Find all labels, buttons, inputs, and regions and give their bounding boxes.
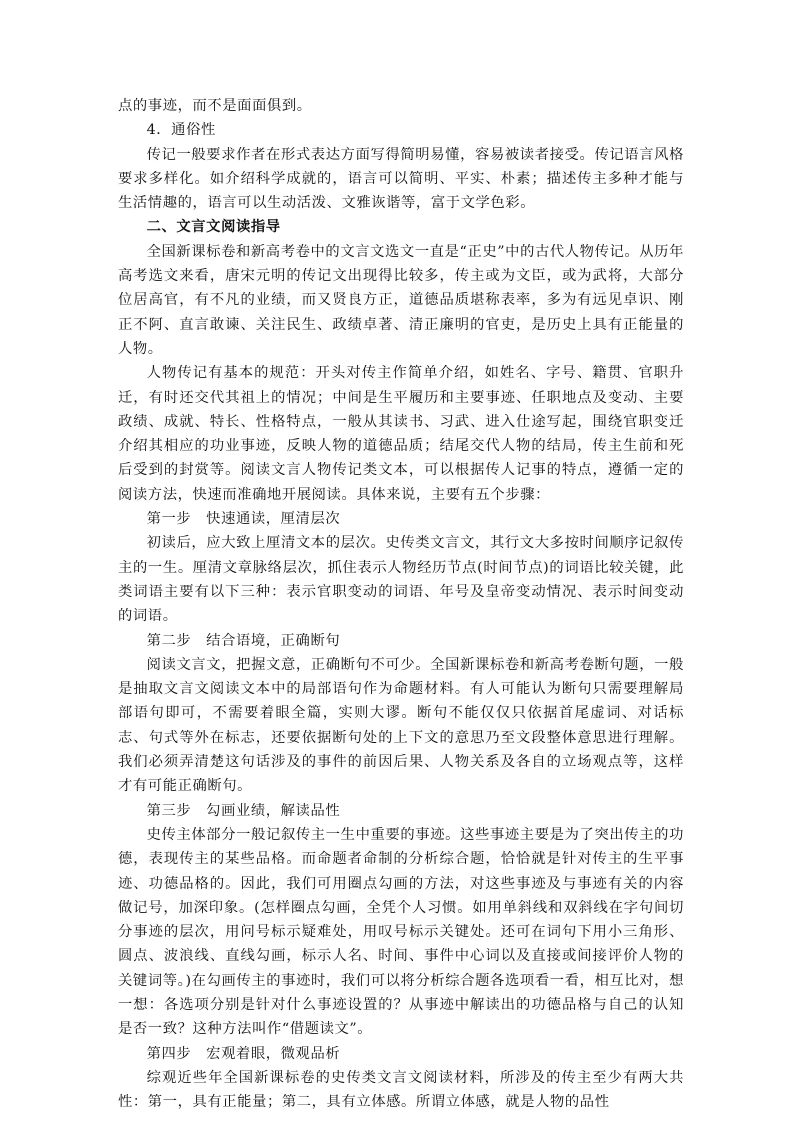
step-2-heading: 第二步 结合语境，正确断句 <box>146 632 341 649</box>
paragraph-intro: 全国新课标卷和新高考卷中的文言文选文一直是“正史”中的古代人物传记。从历年高考选文来看，唐宋元明的传记文出现得比较多，传主或为文臣，或为武将，大部分位居高官，有不凡的业绩，而又贤良方正，道德品质堪称表率，多为有远见卓识、刚正不阿、直言敢谏、关注民生、政绩卓著、清正廉明的官吏，是历史上具有正能量的人物。 <box>118 243 684 357</box>
step-3-heading: 第三步 勾画业绩，解读品性 <box>146 802 341 819</box>
paragraph-norms: 人物传记有基本的规范：开头对传主作简单介绍，如姓名、字号、籍贯、官职升迁，有时还交代其祖上的情况；中间是生平履历和主要事迹、任职地点及变动、主要政绩、成就、特长、性格特点，一般从其读书、习武、进入仕途写起，围绕官职变迁介绍其相应的功业事迹，反映人物的道德品质；结尾交代人物的结局，传主生前和死后受到的封赏等。阅读文言人物传记类文本，可以根据传人记事的特点，遵循一定的阅读方法，快速而准确地开展阅读。具体来说，主要有五个步骤： <box>118 365 684 503</box>
step-1-body: 初读后，应大致上厘清文本的层次。史传类文言文，其行文大多按时间顺序记叙传主的一生。厘清文章脉络层次，抓住表示人物经历节点(时间节点)的词语比较关键，此类词语主要有以下三种：表示官职变动的词语、年号及皇帝变动情况、表示时间变动的词语。 <box>118 535 684 625</box>
step-4-heading: 第四步 宏观着眼，微观品析 <box>146 1045 341 1062</box>
section-heading: 二、文言文阅读指导 <box>146 219 281 236</box>
step-4-body: 综观近些年全国新课标卷的史传类文言文阅读材料，所涉及的传主至少有两大共性：第一，具有正能量；第二，具有立体感。所谓立体感，就是人物的品性 <box>118 1069 684 1111</box>
step-1-heading: 第一步 快速通读，厘清层次 <box>146 511 341 528</box>
paragraph-popularity: 传记一般要求作者在形式表达方面写得简明易懂，容易被读者接受。传记语言风格要求多样化。如介绍科学成就的，语言可以简明、平实、朴素；描述传主多种才能与生活情趣的，语言可以生动活泼、文雅诙谐等，富于文学色彩。 <box>118 146 684 212</box>
subheading-popularity: 4．通俗性 <box>146 122 216 139</box>
step-2-body: 阅读文言文，把握文意，正确断句不可少。全国新课标卷和新高考卷断句题，一般是抽取文言文阅读文本中的局部语句作为命题材料。有人可能认为断句只需要理解局部语句即可，不需要着眼全篇，实则大谬。断句不能仅仅只依据首尾虚词、对话标志、句式等外在标志，还要依据断句处的上下文的意思乃至文段整体意思进行理解。我们必须弄清楚这句话涉及的事件的前因后果、人物关系及各自的立场观点等，这样才有可能正确断句。 <box>118 656 684 795</box>
document-page <box>118 94 684 1114</box>
paragraph-continuation: 点的事迹，而不是面面俱到。 <box>118 98 312 114</box>
step-3-body: 史传主体部分一般记叙传主一生中重要的事迹。这些事迹主要是为了突出传主的功德，表现传主的某些品格。而命题者命制的分析综合题，恰恰就是针对传主的生平事迹、功德品格的。因此，我们可用圈点勾画的方法，对这些事迹及与事迹有关的内容做记号，加深印象。(怎样圈点勾画，全凭个人习惯。如用单斜线和双斜线在字句间切分事迹的层次，用问号标示疑难处，用叹号标示关键处。还可在词句下用小三角形、圆点、波浪线、直线勾画，标示人名、时间、事件中心词以及直接或间接评价人物的关键词等。)在勾画传主的事迹时，我们可以将分析综合题各选项看一看，相互比对，想一想：各选项分别是针对什么事迹设置的？从事迹中解读出的功德品格与自己的认知是否一致？这种方法叫作“借题读文”。 <box>118 826 684 1038</box>
